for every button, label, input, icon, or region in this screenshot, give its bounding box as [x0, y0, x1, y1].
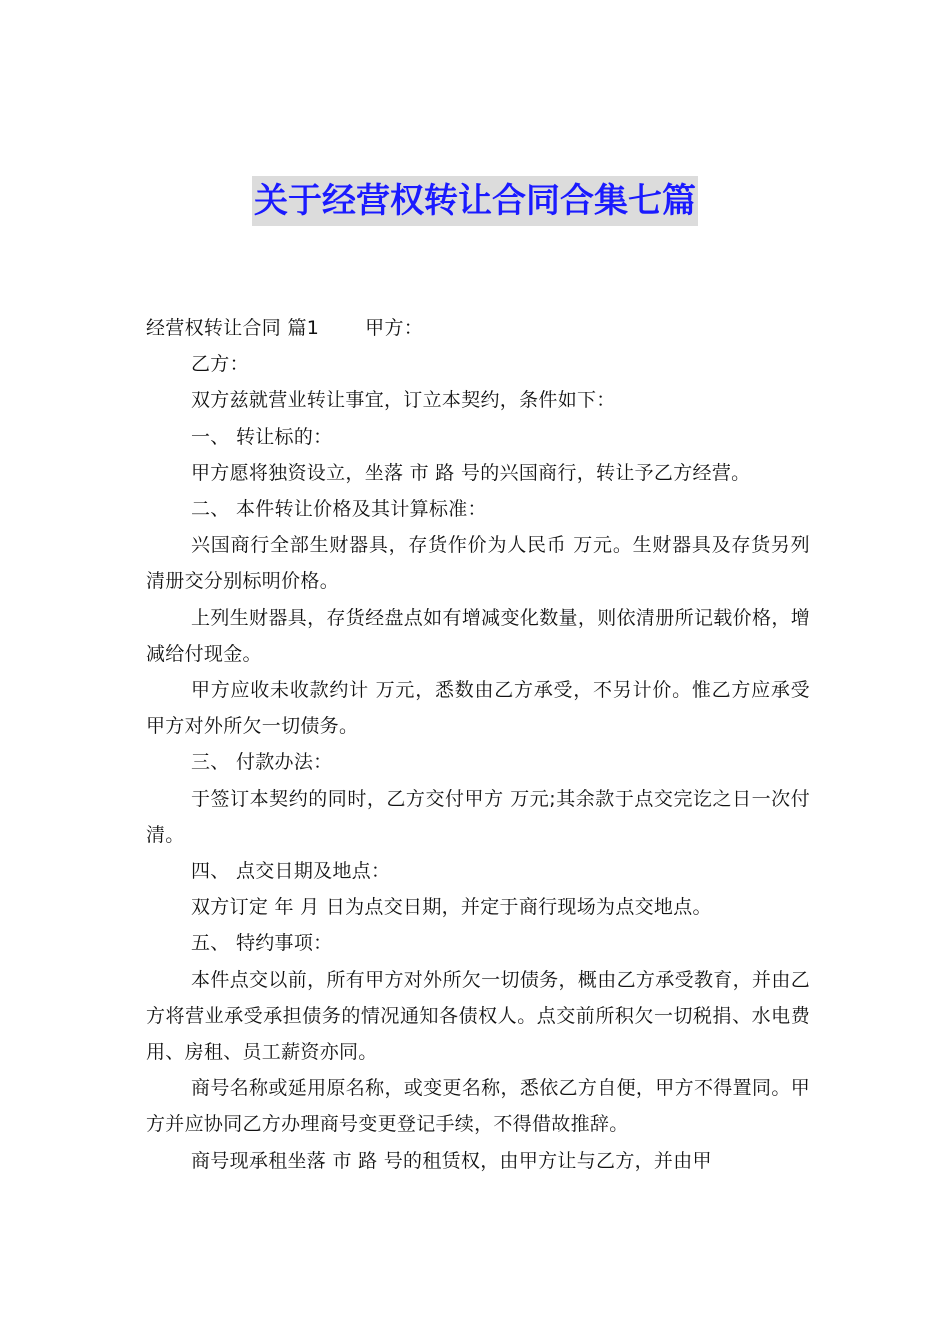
paragraph-intro: 双方兹就营业转让事宜，订立本契约，条件如下：	[191, 389, 616, 412]
section-heading-2: 二、 本件转让价格及其计算标准：	[191, 498, 487, 521]
paragraph: 甲方愿将独资设立，坐落 市 路 号的兴国商行，转让予乙方经营。	[191, 461, 751, 484]
party-a-label: 甲方：	[365, 317, 424, 339]
contract-heading: 经营权转让合同 篇1	[146, 317, 320, 339]
document-body	[146, 310, 810, 1179]
paragraph: 上列生财器具，存货经盘点如有增减变化数量，则依清册所记载价格，增减给付现金。	[146, 606, 810, 665]
document-title: 关于经营权转让合同合集七篇	[252, 176, 698, 226]
title-container	[0, 176, 950, 226]
paragraph: 本件点交以前，所有甲方对外所欠一切债务，概由乙方承受教育，并由乙方将营业承受承担债务的情况通知各债权人。点交前所积欠一切税捐、水电费用、房租、员工薪资亦同。	[146, 968, 810, 1064]
section-heading-3: 三、 付款办法：	[191, 751, 333, 774]
paragraph: 商号名称或延用原名称，或变更名称，悉依乙方自便，甲方不得置同。甲方并应协同乙方办理商号变更登记手续，不得借故推辞。	[146, 1077, 810, 1136]
section-heading-1: 一、 转让标的：	[191, 425, 333, 448]
section-heading-5: 五、 特约事项：	[191, 932, 333, 955]
paragraph: 兴国商行全部生财器具，存货作价为人民币 万元。生财器具及存货另列清册交分别标明价格。	[146, 534, 810, 593]
paragraph: 商号现承租坐落 市 路 号的租赁权，由甲方让与乙方，并由甲	[191, 1149, 712, 1172]
paragraph: 双方订定 年 月 日为点交日期，并定于商行现场为点交地点。	[191, 896, 712, 919]
paragraph: 于签订本契约的同时，乙方交付甲方 万元;其余款于点交完讫之日一次付清。	[146, 787, 810, 846]
section-heading-4: 四、 点交日期及地点：	[191, 860, 391, 883]
paragraph: 甲方应收未收款约计 万元，悉数由乙方承受，不另计价。惟乙方应承受甲方对外所欠一切债务。	[146, 679, 810, 738]
paragraph-party-b: 乙方：	[191, 353, 249, 376]
first-line	[146, 310, 810, 346]
